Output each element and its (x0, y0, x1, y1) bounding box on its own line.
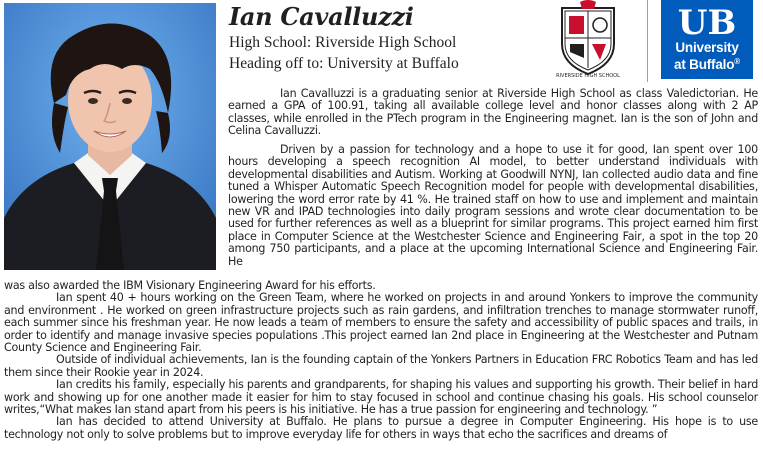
bio-paragraph-5 (4, 379, 758, 416)
student-name: Ian Cavalluzzi (229, 2, 414, 31)
high-school-line: High School: Riverside High School (229, 34, 457, 51)
logo-divider (647, 0, 648, 82)
ub-line-2-text: at Buffalo (674, 57, 735, 72)
portrait-illustration (4, 3, 216, 270)
school-seal-logo (554, 0, 622, 78)
bio-paragraph-4-text: Outside of individual achievements, Ian is the founding captain of the Yonkers Partners in Education FRC Robotics Team and has led them since their Rookie year in 2024. (4, 353, 758, 379)
bio-paragraph-2-text: Driven by a passion for technology and a hope to use it for good, Ian spent over 100 hours developing a speech recognition AI model, to better understand individuals with developmental disabilities and Autism. Working at Goodwill NYNJ, Ian collected audio data and fine tuned a Whisper Automatic Speech Recognition model for people with developmental disabilities, lowering the word error rate by 41 %. He trained staff on how to use and implement and maintain new VR and IPAD technologies into daily program sessions and wrote clear documentation to be used for further references as well as a blueprint for similar programs. This project earned him first place in Computer Science at the Westchester Science and Engineering Fair, a spot in the top 20 among 750 participants, and a place at the upcoming International Science and Engineering Fair. He (228, 143, 758, 268)
ub-line-2 (661, 57, 753, 72)
ub-line-1: University (675, 40, 739, 55)
bio-paragraph-1-text: Ian Cavalluzzi is a graduating senior at Riverside High School as class Valedictorian. He earned a GPA of 100.91, taking all available college level and honor classes along with 2 AP classes, while enrolled in the PTech program in the Engineering magnet. Ian is the son of John and Celina Cavalluzzi. (228, 87, 758, 138)
student-portrait (4, 3, 216, 270)
seal-caption: RIVERSIDE HIGH SCHOOL (556, 73, 620, 78)
bio-paragraph-3-text: Ian spent 40 + hours working on the Green Team, where he worked on projects in and around Yonkers to improve the community and environment . He worked on green infrastructure projects such as rain gardens, and infiltration trenches to manage stormwater runoff, each summer since his freshman year. He now leads a team of members to ensure the safety and accessibility of public spaces and trails, in order to identify and manage invasive species populations .This project earned Ian 2nd place in Engineering at the Westchester and Putnam County Science and Engineering Fair. (4, 291, 758, 355)
school-seal-icon (554, 0, 622, 78)
bio-paragraph-3 (4, 292, 758, 354)
destination-line: Heading off to: University at Buffalo (229, 55, 459, 72)
university-at-buffalo-logo (661, 0, 753, 79)
bio-paragraph-6-text: Ian has decided to attend University at Buffalo. He plans to pursue a degree in Computer Engineering. His hope is to use technology not only to solve problems but to improve everyday life for others in ways that echo the sacrifices and dreams of (4, 415, 758, 441)
bio-paragraph-4 (4, 354, 758, 379)
bio-paragraph-1 (228, 88, 758, 138)
ub-trademark: ® (734, 57, 740, 66)
bio-paragraph-2 (228, 144, 758, 268)
bio-paragraph-2-end: was also awarded the IBM Visionary Engineering Award for his efforts. (4, 279, 376, 292)
ub-monogram-icon (661, 4, 753, 43)
bio-paragraph-5-text: Ian credits his family, especially his parents and grandparents, for shaping his values and supporting his growth. Their belief in hard work and showing up for one another made it easier for him to stay focused in school and continue chasing his goals. His school counselor writes,“What makes Ian stand apart from his peers is his initiative. He has a true passion for engineering and technology. ” (4, 378, 758, 417)
bio-body-wide (4, 280, 758, 441)
ub-monogram-text: UB (677, 4, 737, 38)
bio-paragraph-6 (4, 416, 758, 441)
